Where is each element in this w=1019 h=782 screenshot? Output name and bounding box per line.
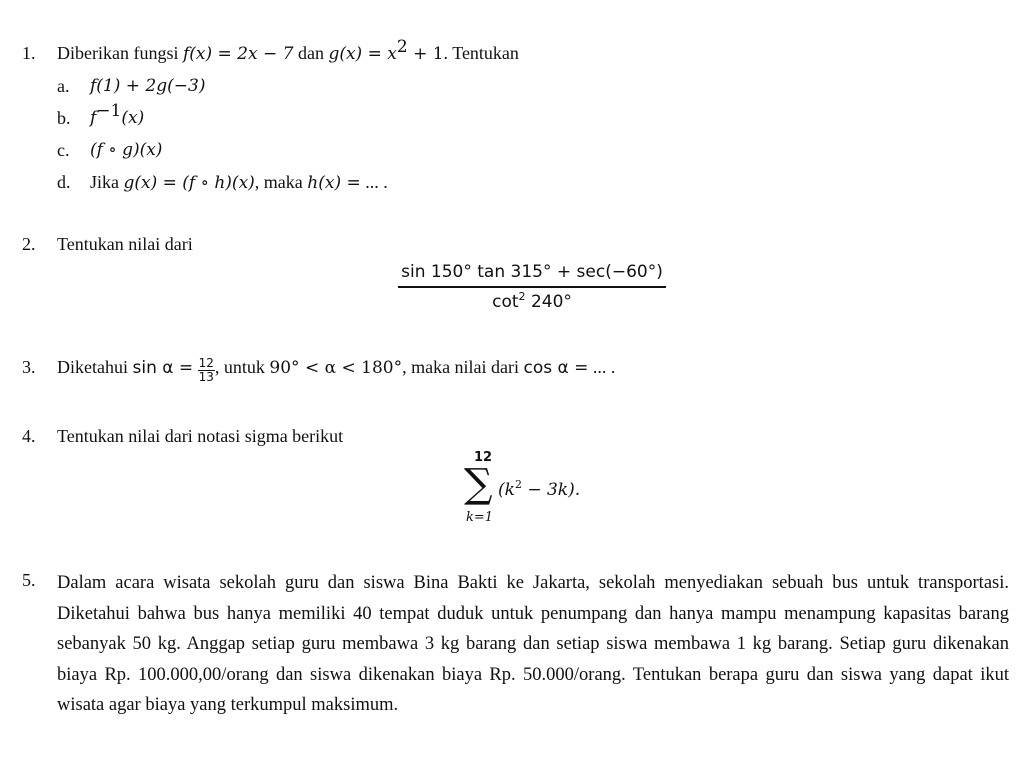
math-f-definition: f(x) = 2x − 7 xyxy=(182,44,294,64)
question-text: Tentukan nilai dari xyxy=(57,234,193,254)
math-range: 90° < α < 180° xyxy=(269,358,403,378)
question-number: 2. xyxy=(22,234,36,254)
fraction-denominator: $\cot^2 240^\circ$ xyxy=(492,290,572,312)
sigma-expression: $(k^2 - 3k)$. xyxy=(498,478,581,500)
math-part-c: (f ∘ g)(x) xyxy=(90,140,163,160)
math-g-definition: $g(x) = x^2 + 1$ xyxy=(328,37,444,64)
math-part-a: f(1) + 2g(−3) xyxy=(90,76,206,96)
math-part-d-condition: g(x) = (f ∘ h)(x) xyxy=(123,173,255,193)
trig-fraction xyxy=(398,262,666,312)
question-text: Diketahui sin α = $\frac{12}{13}$ , untuk 90° < α < 180°, maka nilai dari cos α = ... . xyxy=(57,356,616,384)
math-part-d-target: h(x) = xyxy=(307,173,361,193)
part-letter: b. xyxy=(57,108,71,128)
math-part-b: $f^{-1}(x)$ xyxy=(90,101,145,128)
tail-text: . Tentukan xyxy=(443,43,519,63)
math-sin-alpha: sin α = xyxy=(132,358,194,378)
part-letter: a. xyxy=(57,76,70,96)
question-number: 5. xyxy=(22,570,36,590)
fraction-numerator: sin 150° tan 315° + sec(−60°) xyxy=(398,262,666,288)
question-number: 3. xyxy=(22,357,36,377)
sigma-upper-bound: 12 xyxy=(474,450,493,465)
question-number: 4. xyxy=(22,426,36,446)
sigma-symbol: ∑ xyxy=(464,461,493,507)
connector-text: dan xyxy=(297,43,324,63)
intro-text: Diberikan fungsi xyxy=(57,43,179,63)
math-cos-alpha: cos α = xyxy=(523,358,589,378)
question-number: 1. xyxy=(22,43,36,63)
question-paragraph: Dalam acara wisata sekolah guru dan siswa Bina Bakti ke Jakarta, sekolah menyediakan sebuah bus untuk transportasi. Diketahui bahwa bus hanya memiliki 40 tempat duduk untuk penumpang dan hanya mampu menampung kapasitas barang sebanyak 50 kg. Anggap setiap guru membawa 3 kg barang dan setiap siswa membawa 1 kg barang. Setiap guru dikenakan biaya Rp. 100.000,00/orang dan siswa dikenakan biaya Rp. 50.000/orang. Tentukan berapa guru dan siswa yang dapat ikut wisata agar biaya yang terkumpul maksimum. xyxy=(57,573,1009,715)
inline-fraction: $\frac{12}{13}$ xyxy=(198,356,214,384)
question-text: Tentukan nilai dari notasi sigma berikut xyxy=(57,426,344,446)
part-letter: c. xyxy=(57,140,70,160)
sigma-notation xyxy=(462,450,622,540)
question-text xyxy=(57,37,519,64)
part-letter: d. xyxy=(57,172,71,192)
part-d-text: Jika g(x) = (f ∘ h)(x), maka h(x) = ... . xyxy=(90,172,388,193)
sigma-lower-bound: k=1 xyxy=(466,510,494,525)
